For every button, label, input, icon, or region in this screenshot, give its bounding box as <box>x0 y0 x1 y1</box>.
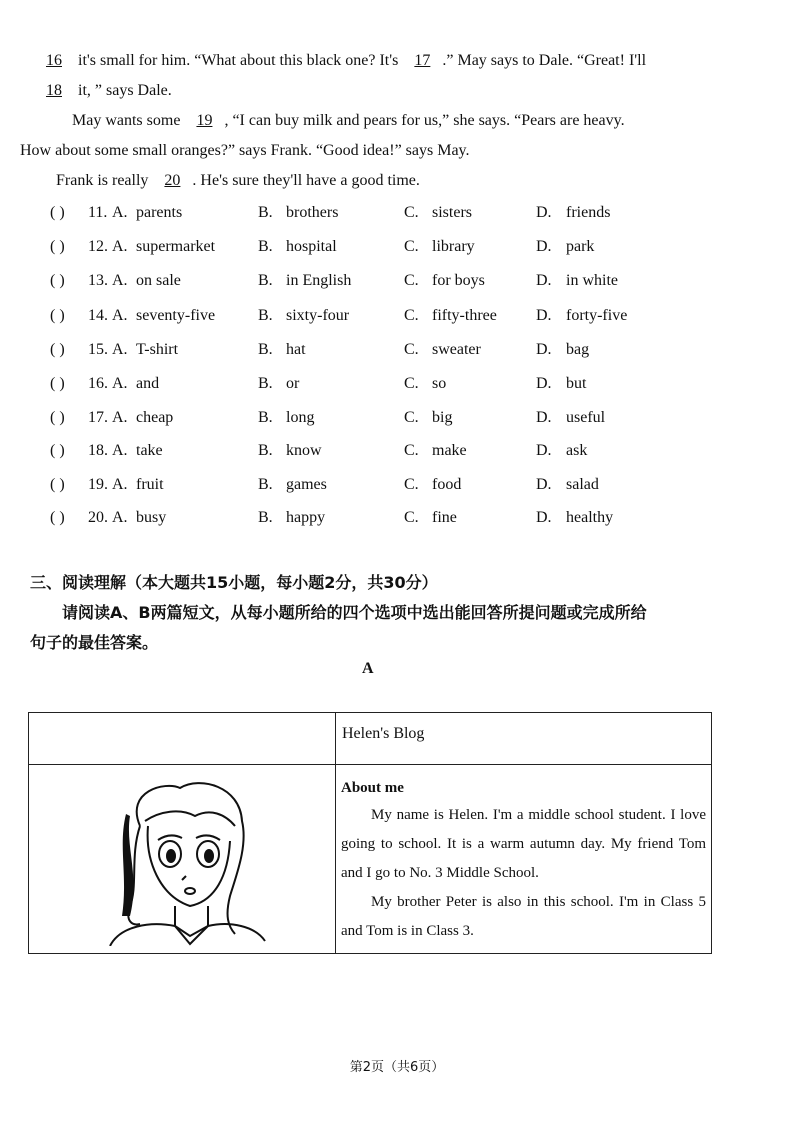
cloze-text: , “I can buy milk and pears for us,” she says. “Pears are heavy. <box>224 112 625 129</box>
question-number: 13. <box>88 272 108 289</box>
option-a-label: A. <box>112 509 128 526</box>
option-d-label: D. <box>536 204 552 221</box>
blog-empty-cell <box>29 713 336 765</box>
passage-label: A <box>362 660 374 677</box>
option-b-label: B. <box>258 375 273 392</box>
option-b-label: B. <box>258 307 273 324</box>
option-a: on sale <box>136 272 181 289</box>
option-a: take <box>136 442 163 459</box>
question-row <box>50 442 750 464</box>
cloze-text: . He's sure they'll have a good time. <box>192 172 420 189</box>
option-a-label: A. <box>112 375 128 392</box>
blank-16: 16 <box>46 52 62 69</box>
option-c: so <box>432 375 447 392</box>
cloze-line-4: How about some small oranges?” says Frank. “Good idea!” says May. <box>20 142 470 159</box>
option-a: parents <box>136 204 183 221</box>
option-a: T-shirt <box>136 341 179 358</box>
option-d-label: D. <box>536 409 552 426</box>
option-a-label: A. <box>112 238 128 255</box>
answer-paren: ( ) <box>50 307 65 324</box>
blank-17: 17 <box>414 52 431 69</box>
option-b-label: B. <box>258 204 273 221</box>
blog-paragraph-1: My name is Helen. I'm a middle school student. I love going to school. It is a warm autumn day. My friend Tom and I go to No. 3 Middle School. <box>341 807 706 881</box>
answer-paren: ( ) <box>50 341 65 358</box>
cloze-line-3 <box>72 112 625 130</box>
cloze-text: it, ” says Dale. <box>74 82 172 99</box>
option-b-label: B. <box>258 476 273 493</box>
option-c-label: C. <box>404 272 419 289</box>
question-number: 11. <box>88 204 108 221</box>
question-number: 18. <box>88 442 108 459</box>
option-d-label: D. <box>536 476 552 493</box>
option-a: supermarket <box>136 238 216 255</box>
instruction-line-2: 句子的最佳答案。 <box>30 633 159 652</box>
answer-paren: ( ) <box>50 409 65 426</box>
question-row <box>50 307 750 329</box>
blank-20: 20 <box>164 172 181 189</box>
option-a-label: A. <box>112 272 128 289</box>
option-a-label: A. <box>112 307 128 324</box>
option-b-label: B. <box>258 341 273 358</box>
portrait-cell <box>29 765 336 954</box>
option-d: but <box>566 375 587 392</box>
option-d: healthy <box>566 509 614 526</box>
option-b: hat <box>286 341 306 358</box>
answer-paren: ( ) <box>50 442 65 459</box>
option-d-label: D. <box>536 341 552 358</box>
blog-table <box>28 712 712 954</box>
answer-paren: ( ) <box>50 238 65 255</box>
option-d: forty-five <box>566 307 628 324</box>
cloze-line-1 <box>34 52 646 70</box>
question-row <box>50 341 750 363</box>
option-c-label: C. <box>404 375 419 392</box>
option-c: fifty-three <box>432 307 497 324</box>
option-c: fine <box>432 509 457 526</box>
girl-portrait-image <box>30 766 334 946</box>
question-number: 15. <box>88 341 108 358</box>
option-c-label: C. <box>404 238 419 255</box>
cloze-text: it's small for him. “What about this black one? It's <box>74 52 403 69</box>
instruction-line-1: 请阅读A、B两篇短文，从每小题所给的四个选项中选出能回答所提问题或完成所给 <box>62 603 647 622</box>
option-d: salad <box>566 476 599 493</box>
answer-paren: ( ) <box>50 375 65 392</box>
option-c-label: C. <box>404 509 419 526</box>
option-b: or <box>286 375 300 392</box>
option-b: hospital <box>286 238 337 255</box>
option-c-label: C. <box>404 409 419 426</box>
option-c: sweater <box>432 341 481 358</box>
option-c: big <box>432 409 453 426</box>
answer-paren: ( ) <box>50 476 65 493</box>
option-d: ask <box>566 442 588 459</box>
option-c-label: C. <box>404 204 419 221</box>
option-b: sixty-four <box>286 307 350 324</box>
option-d-label: D. <box>536 238 552 255</box>
option-b-label: B. <box>258 272 273 289</box>
question-row <box>50 476 750 498</box>
option-c: food <box>432 476 462 493</box>
about-heading: About me <box>341 780 404 796</box>
blog-title: Helen's Blog <box>336 713 712 765</box>
blog-content-cell <box>336 765 712 954</box>
page-footer: 第2页（共6页） <box>349 1060 445 1075</box>
option-b-label: B. <box>258 409 273 426</box>
option-d: in white <box>566 272 618 289</box>
option-a: busy <box>136 509 167 526</box>
question-row <box>50 409 750 431</box>
question-number: 16. <box>88 375 108 392</box>
question-number: 14. <box>88 307 108 324</box>
question-number: 12. <box>88 238 108 255</box>
option-a: and <box>136 375 160 392</box>
question-number: 17. <box>88 409 108 426</box>
option-b-label: B. <box>258 238 273 255</box>
option-b-label: B. <box>258 509 273 526</box>
option-b: games <box>286 476 327 493</box>
option-a-label: A. <box>112 204 128 221</box>
option-d: useful <box>566 409 606 426</box>
option-b: happy <box>286 509 326 526</box>
option-a: fruit <box>136 476 164 493</box>
question-row <box>50 238 750 260</box>
answer-paren: ( ) <box>50 272 65 289</box>
option-c: library <box>432 238 475 255</box>
cloze-line-2 <box>34 82 172 100</box>
option-c-label: C. <box>404 476 419 493</box>
answer-paren: ( ) <box>50 509 65 526</box>
option-d-label: D. <box>536 272 552 289</box>
option-a: seventy-five <box>136 307 216 324</box>
option-a-label: A. <box>112 476 128 493</box>
option-c: for boys <box>432 272 485 289</box>
question-row <box>50 204 750 226</box>
option-c: make <box>432 442 467 459</box>
blank-19: 19 <box>196 112 213 129</box>
option-c-label: C. <box>404 442 419 459</box>
option-a: cheap <box>136 409 174 426</box>
option-a-label: A. <box>112 409 128 426</box>
cloze-line-5 <box>56 172 420 190</box>
blog-paragraph-2: My brother Peter is also in this school. I'm in Class 5 and Tom is in Class 3. <box>341 894 706 939</box>
option-d-label: D. <box>536 442 552 459</box>
option-c-label: C. <box>404 341 419 358</box>
question-row <box>50 375 750 397</box>
cloze-text: Frank is really <box>56 172 153 189</box>
option-a-label: A. <box>112 442 128 459</box>
option-b-label: B. <box>258 442 273 459</box>
question-number: 20. <box>88 509 108 526</box>
option-d: park <box>566 238 595 255</box>
option-c-label: C. <box>404 307 419 324</box>
question-row <box>50 272 750 294</box>
option-d: friends <box>566 204 611 221</box>
option-d-label: D. <box>536 307 552 324</box>
option-a-label: A. <box>112 341 128 358</box>
question-row <box>50 509 750 531</box>
option-b: brothers <box>286 204 339 221</box>
option-b: long <box>286 409 315 426</box>
option-d-label: D. <box>536 375 552 392</box>
blank-18: 18 <box>46 82 62 99</box>
option-d: bag <box>566 341 590 358</box>
answer-paren: ( ) <box>50 204 65 221</box>
cloze-text: .” May says to Dale. “Great! I'll <box>442 52 647 69</box>
section-title: 三、阅读理解（本大题共15小题，每小题2分，共30分） <box>30 573 438 592</box>
option-b: in English <box>286 272 352 289</box>
option-d-label: D. <box>536 509 552 526</box>
cloze-text: May wants some <box>72 112 185 129</box>
option-c: sisters <box>432 204 472 221</box>
question-number: 19. <box>88 476 108 493</box>
option-b: know <box>286 442 322 459</box>
